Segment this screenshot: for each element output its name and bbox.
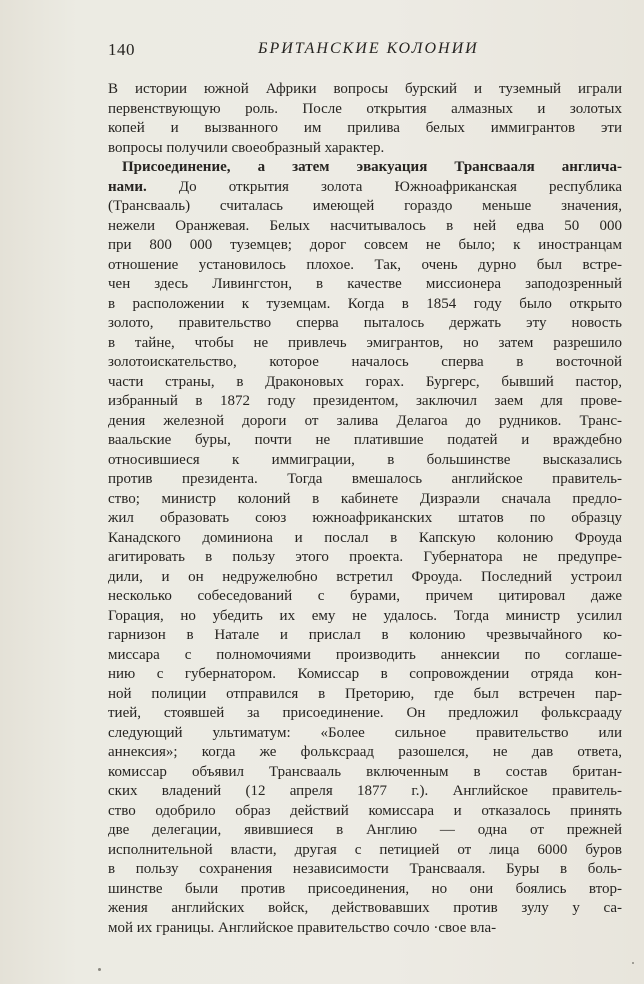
text-line-29: гарнизон в Натале и прислал в колонию чрезвычайного ко-: [108, 627, 622, 643]
text-line-13: золото, правительство сперва пыталось держать эту новость: [108, 315, 622, 331]
text-line-20: относившиеся к иммиграции, в большинстве высказались: [108, 451, 622, 468]
text-line-9: при 800 000 туземцев; дорог совсем не было; к иностранцам: [108, 237, 622, 253]
text-line-12: в расположении к туземцам. Когда в 1854 году было открыто: [108, 295, 622, 312]
text-line-31: нию с губернатором. Комиссар в сопровождении отряда кон-: [108, 666, 622, 682]
text-line-33: тией, стоявшей за присоединение. Он предложил фольксрааду: [108, 705, 622, 721]
text-line-22: ство; министр колоний в кабинете Дизраэли сначала предло-: [108, 490, 622, 507]
page-number: 140: [108, 40, 135, 59]
text-line-43: жения английских войск, действовавших против зулу у са-: [108, 900, 622, 916]
section-heading-tail: нами.: [108, 178, 147, 195]
text-line-3: копей и вызванного им прилива белых иммигрантов эти: [108, 120, 622, 136]
running-head: БРИТАНСКИЕ КОЛОНИИ: [258, 40, 479, 57]
text-line-6: нами. До открытия золота Южноафриканская республика: [108, 178, 622, 195]
text-line-30: миссара с полномочиями производить аннексии по соглаше-: [108, 646, 622, 663]
text-line-34: следующий ультиматум: «Более сильное правительство или: [108, 724, 622, 741]
text-line-21: против президента. Тогда вмешалось английское правитель-: [108, 471, 622, 487]
text-line-42: шинстве были против присоединения, но они боялись втор-: [108, 880, 622, 897]
text-line-15: золотоискательство, которое началось сперва в восточной: [108, 354, 622, 370]
text-line-2: первенствующую роль. После открытия алмазных и золотых: [108, 100, 622, 117]
text-line-14: в тайне, чтобы не привлечь эмигрантов, но затем разрешило: [108, 334, 622, 351]
body-text: [108, 80, 622, 938]
text-line-5: [108, 158, 622, 178]
text-line-8: нежели Оранжевая. Белых насчитывалось в ней едва 50 000: [108, 217, 622, 234]
text-line-41: в пользу сохранения независимости Трансвааля. Буры в боль-: [108, 861, 622, 877]
text-line-11: чен здесь Ливингстон, в качестве миссионера заподозренный: [108, 276, 622, 292]
text-line-38: ство одобрило образ действий комиссара и отказалось принять: [108, 802, 622, 819]
text-line-23: жил образовать союз южноафриканских штатов по образцу: [108, 510, 622, 526]
paper-speck: [632, 962, 634, 964]
text-line-28: Горация, но убедить их ему не удалось. Тогда министр усилил: [108, 607, 622, 624]
text-line-10: отношение установилось плохое. Так, очень дурно был встре-: [108, 256, 622, 273]
text-line-35: аннексия»; когда же фольксраад разошелся, не дав ответа,: [108, 744, 622, 760]
text-line-36: комиссар объявил Трансвааль включенным в состав британ-: [108, 763, 622, 780]
text-line-1: В истории южной Африки вопросы бурский и туземный играли: [108, 81, 622, 97]
text-line-26: дили, и он недружелюбно встретил Фроуда. Последний устроил: [108, 568, 622, 585]
text-line-24: Канадского доминиона и послал в Капскую колонию Фроуда: [108, 529, 622, 546]
paper-speck: [98, 968, 101, 971]
text-line-19: ваальские буры, почти не платившие податей и враждебно: [108, 432, 622, 448]
text-line-18: дения железной дороги от залива Делагоа до рудников. Транс-: [108, 412, 622, 429]
text-line-25: агитировать в пользу этого проекта. Губернатора не предупре-: [108, 549, 622, 565]
text-line-37: ских владений (12 апреля 1877 г.). Английское правитель-: [108, 783, 622, 799]
text-line-7: (Трансвааль) считалась имеющей гораздо меньше значения,: [108, 198, 622, 214]
page-header: [108, 40, 620, 62]
text-line-32: ной полиции отправился в Преторию, где был встречен пар-: [108, 685, 622, 702]
text-line-39: две делегации, явившиеся в Англию — одна от прежней: [108, 822, 622, 838]
text-line-40: исполнительной власти, другая с петицией от лица 6000 буров: [108, 841, 622, 858]
text-line-17: избранный в 1872 году президентом, заключил заем для прове-: [108, 393, 622, 409]
text-line-4: вопросы получили своеобразный характер.: [108, 139, 385, 156]
text-line-16: части страны, в Драконовых горах. Бургерс, бывший пастор,: [108, 373, 622, 390]
text-line-27: несколько собеседований с бурами, причем цитировал даже: [108, 588, 622, 604]
section-heading: Присоединение, а затем эвакуация Трансвааля англича-: [122, 159, 622, 175]
text-line-44: мой их границы. Английское правительство сочло ·свое вла-: [108, 919, 497, 936]
